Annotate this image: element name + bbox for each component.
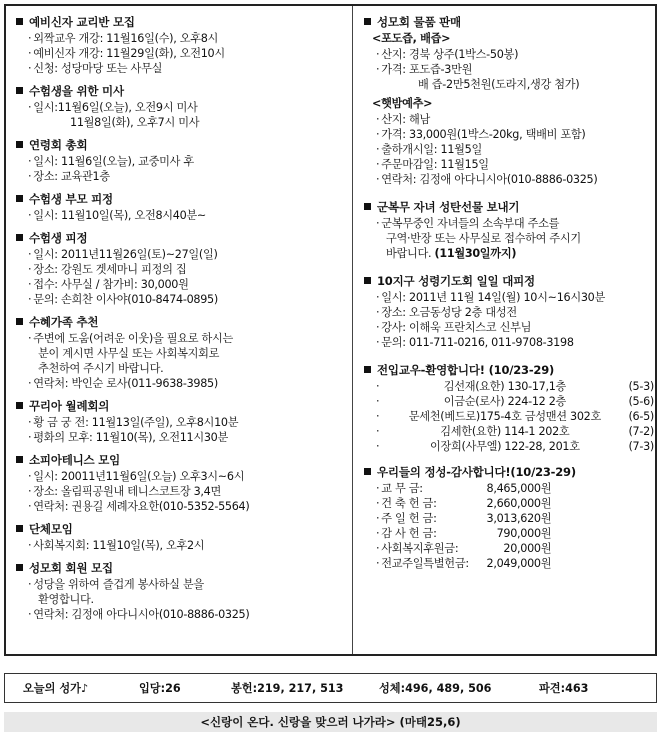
newcomer-row: · 김선재(요한) 130-17,1층 (5-3) xyxy=(364,379,656,394)
list-item: · 연락처: 박인순 로사(011-9638-3985) xyxy=(16,376,348,391)
section-title: 군복무 자녀 성탄선물 보내기 xyxy=(377,200,520,214)
notice-section xyxy=(16,14,348,76)
list-item: 환영합니다. xyxy=(38,593,94,606)
list-item: · 가격: 포도즙-3만원 xyxy=(364,62,656,77)
list-item: · 일시:11월6일(오늘), 오전9시 미사 xyxy=(16,100,348,115)
list-item: · 일시: 20011년11월6일(오늘) 오후3시~6시 xyxy=(16,469,348,484)
list-item: · 일시: 11월6일(오늘), 교중미사 후 xyxy=(16,154,348,169)
section-title: 단체모임 xyxy=(29,522,73,536)
list-item: · 군복무중인 자녀들의 소속부대 주소를 xyxy=(364,216,656,231)
offertory-hymn: 봉헌:219, 217, 513 xyxy=(231,682,344,695)
list-item: · 연락처: 김정애 아다니시아(010-8886-0325) xyxy=(16,607,348,622)
entrance-hymn: 입당:26 xyxy=(139,682,181,695)
notice-section xyxy=(16,230,348,307)
section-title: 연령회 총회 xyxy=(29,138,88,152)
bullet-square-icon xyxy=(16,318,23,325)
list-item: · 산지: 해남 xyxy=(364,112,656,127)
bullet-square-icon xyxy=(16,234,23,241)
column-divider xyxy=(352,6,353,654)
notice-section xyxy=(16,314,348,391)
newcomer-row: · 이금순(로사) 224-12 2층 (5-6) xyxy=(364,394,656,409)
list-item: · 장소: 올림픽공원내 테니스코트장 3,4면 xyxy=(16,484,348,499)
bullet-square-icon xyxy=(16,87,23,94)
list-item: · 산지: 경북 상주(1박스-50봉) xyxy=(364,47,656,62)
list-item: 추천하여 주시기 바랍니다. xyxy=(38,362,164,375)
dismissal-hymn: 파견:463 xyxy=(539,682,589,695)
notice-section xyxy=(16,452,348,514)
offering-row: · 교 무 금: 8,465,000원 xyxy=(364,481,656,496)
section-title: 수험생 부모 피정 xyxy=(29,192,113,206)
bullet-square-icon xyxy=(16,141,23,148)
deadline-note: (11월30일까지) xyxy=(434,247,517,260)
subheading: <포도즙, 배즙> xyxy=(372,32,451,45)
list-item: · 평화의 모후: 11월10(목), 오전11시30분 xyxy=(16,430,348,445)
offering-row: · 사회복지후원금: 20,000원 xyxy=(364,541,656,556)
list-item: · 문의: 손희찬 이사야(010-8474-0895) xyxy=(16,292,348,307)
newcomer-row: · 문세천(베드로)175-4호 금성맨션 302호 (6-5) xyxy=(364,409,656,424)
list-item: · 출하개시일: 11월5일 xyxy=(364,142,656,157)
list-item: 분이 계시면 사무실 또는 사회복지회로 xyxy=(38,347,220,360)
bullet-square-icon xyxy=(16,564,23,571)
list-item: · 일시: 2011년 11월 14일(월) 10시~16시30분 xyxy=(364,290,656,305)
notice-section xyxy=(16,398,348,445)
offering-section xyxy=(364,464,656,571)
list-item: · 외짝교우 개강: 11월16일(수), 오후8시 xyxy=(16,31,348,46)
list-item: · 장소: 교육관1층 xyxy=(16,169,348,184)
notice-section xyxy=(16,191,348,223)
prayer-retreat-section xyxy=(364,273,656,350)
bullet-square-icon xyxy=(16,525,23,532)
goods-sale-section xyxy=(364,14,656,187)
list-item: · 사회복지회: 11월10일(목), 오후2시 xyxy=(16,538,348,553)
list-item: · 강사: 이해욱 프란치스코 신부님 xyxy=(364,320,656,335)
section-title: 수혜가족 추천 xyxy=(29,315,99,329)
bullet-square-icon xyxy=(364,468,371,475)
military-gift-section xyxy=(364,199,656,261)
list-item: 구역·반장 또는 사무실로 접수하여 주시기 xyxy=(386,232,581,245)
list-item: 11월8일(화), 오후7시 미사 xyxy=(70,116,200,129)
newcomer-row: · 이장희(사무엘) 122-28, 201호 (7-3) xyxy=(364,439,656,454)
section-title: 10지구 성령기도회 일일 대피정 xyxy=(377,274,535,288)
list-item: · 가격: 33,000원(1박스-20kg, 택배비 포함) xyxy=(364,127,656,142)
hymn-label: 오늘의 성가♪ xyxy=(23,682,89,695)
notice-section xyxy=(16,137,348,184)
bullet-square-icon xyxy=(16,456,23,463)
section-title: 성모회 회원 모집 xyxy=(29,561,113,575)
bullet-square-icon xyxy=(364,366,371,373)
section-title: 예비신자 교리반 모집 xyxy=(29,15,135,29)
list-item: · 일시: 2011년11월26일(토)~27일(일) xyxy=(16,247,348,262)
bullet-square-icon xyxy=(364,18,371,25)
list-item: · 문의: 011-711-0216, 011-9708-3198 xyxy=(364,335,656,350)
offering-row: · 전교주일특별헌금: 2,049,000원 xyxy=(364,556,656,571)
bullet-square-icon xyxy=(16,18,23,25)
list-item: · 신청: 성당마당 또는 사무실 xyxy=(16,61,348,76)
scripture-footer: <신랑이 온다. 신랑을 맞으러 나가라> (마태25,6) xyxy=(4,712,657,732)
list-item: · 예비신자 개강: 11월29일(화), 오전10시 xyxy=(16,46,348,61)
list-item: · 주변에 도움(어려운 이웃)을 필요로 하시는 xyxy=(16,331,348,346)
section-title: 수험생을 위한 미사 xyxy=(29,84,124,98)
list-item: · 장소: 오금동성당 2층 대성전 xyxy=(364,305,656,320)
section-title: 성모회 물품 판매 xyxy=(377,15,461,29)
list-item: · 연락처: 김정애 아다니시아(010-8886-0325) xyxy=(364,172,656,187)
offering-row: · 주 일 헌 금: 3,013,620원 xyxy=(364,511,656,526)
right-column xyxy=(364,14,656,578)
offering-row: · 건 축 헌 금: 2,660,000원 xyxy=(364,496,656,511)
list-item: · 주문마감일: 11월15일 xyxy=(364,157,656,172)
subheading: <햇밤예추> xyxy=(372,97,433,110)
newcomer-row: · 김세한(요한) 114-1 202호 (7-2) xyxy=(364,424,656,439)
section-title: 전입교우-환영합니다! (10/23-29) xyxy=(377,363,555,377)
list-item: 바랍니다. (11월30일까지) xyxy=(386,247,517,260)
hymn-bar xyxy=(4,673,657,703)
section-title: 꾸리아 월례회의 xyxy=(29,399,110,413)
bullet-square-icon xyxy=(16,402,23,409)
bullet-square-icon xyxy=(364,277,371,284)
list-item: · 접수: 사무실 / 참가비: 30,000원 xyxy=(16,277,348,292)
notice-section xyxy=(16,83,348,130)
list-item: · 황 금 궁 전: 11월13일(주일), 오후8시10분 xyxy=(16,415,348,430)
newcomers-section xyxy=(364,362,656,454)
offering-row: · 감 사 헌 금: 790,000원 xyxy=(364,526,656,541)
bullet-square-icon xyxy=(364,203,371,210)
bullet-square-icon xyxy=(16,195,23,202)
list-item: · 장소: 강원도 겟세마니 피정의 집 xyxy=(16,262,348,277)
section-title: 소피아테니스 모임 xyxy=(29,453,121,467)
section-title: 우리들의 정성-감사합니다!(10/23-29) xyxy=(377,465,576,479)
notice-section xyxy=(16,560,348,622)
list-item: · 성당을 위하여 즐겁게 봉사하실 분을 xyxy=(16,577,348,592)
list-item: · 연락처: 권용길 세례자요한(010-5352-5564) xyxy=(16,499,348,514)
list-item: 배 즙-2만5천원(도라지,생강 첨가) xyxy=(418,78,580,91)
notice-section xyxy=(16,521,348,553)
communion-hymn: 성체:496, 489, 506 xyxy=(379,682,492,695)
list-item: · 일시: 11월10일(목), 오전8시40분~ xyxy=(16,208,348,223)
left-column xyxy=(16,14,348,629)
section-title: 수험생 피정 xyxy=(29,231,88,245)
